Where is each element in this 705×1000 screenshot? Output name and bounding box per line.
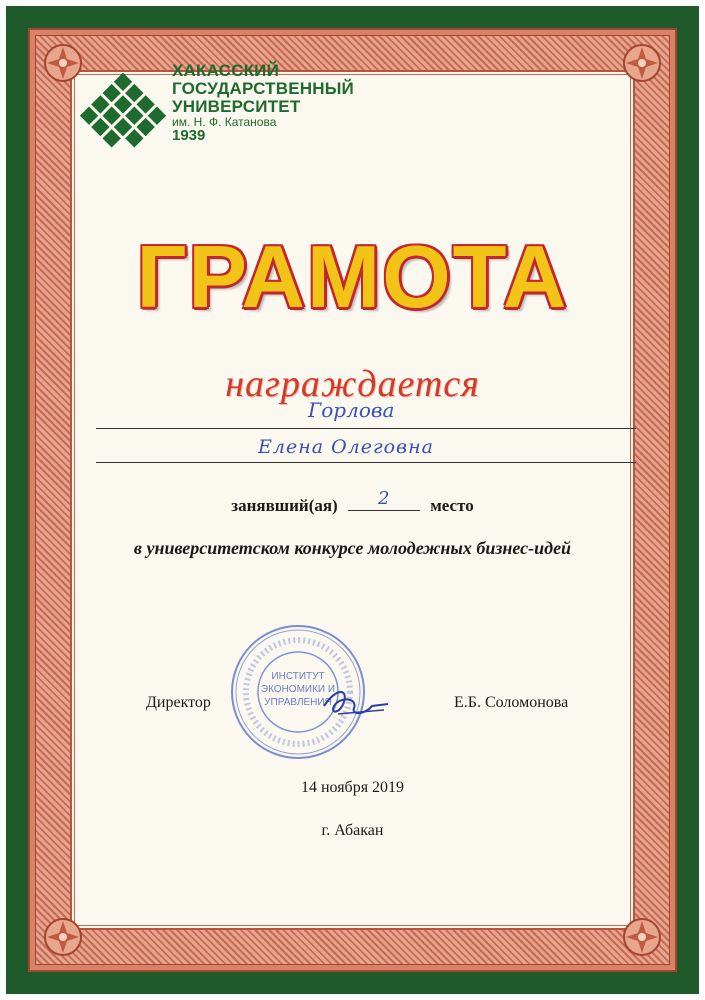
recipient-surname: Горлова <box>308 398 395 422</box>
university-line-3: УНИВЕРСИТЕТ <box>172 96 301 116</box>
place-value: 2 <box>377 488 390 509</box>
certificate-date: 14 ноября 2019 <box>300 779 405 796</box>
place-field <box>348 488 420 511</box>
university-line-2: ГОСУДАРСТВЕННЫЙ <box>172 78 354 98</box>
recipient-line-1 <box>96 428 636 429</box>
contest-name: в университетском конкурсе молодежных бизнес-идей <box>133 538 572 558</box>
stamp-center-text: ИНСТИТУТ ЭКОНОМИКИ И УПРАВЛЕНИЯ <box>260 671 336 708</box>
signature-scribble-icon <box>318 684 394 724</box>
signature-name: Е.Б. Соломонова <box>454 694 569 711</box>
place-suffix: место <box>430 496 474 515</box>
place-row <box>0 488 705 516</box>
corner-ornament-icon <box>619 914 665 960</box>
corner-ornament-icon <box>619 40 665 86</box>
university-year: 1939 <box>172 127 206 145</box>
certificate-city: г. Абакан <box>321 822 384 839</box>
certificate-title: ГРАМОТА <box>136 227 569 326</box>
awarded-text: награждается <box>225 363 480 405</box>
corner-ornament-icon <box>40 914 86 960</box>
university-name <box>172 62 354 144</box>
university-line-1: ХАКАССКИЙ <box>172 61 280 80</box>
recipient-line-2 <box>96 462 636 463</box>
place-prefix: занявший(ая) <box>231 496 338 515</box>
signature-role: Директор <box>146 694 211 711</box>
university-line-4: им. Н. Ф. Катанова <box>172 114 277 129</box>
recipient-name: Елена Олеговна <box>258 436 434 458</box>
university-logo-icon <box>80 72 166 158</box>
